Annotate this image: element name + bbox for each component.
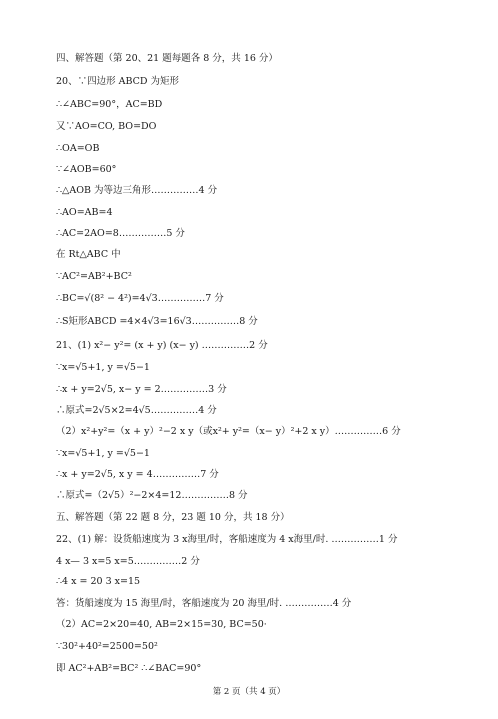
- q20-line-9: 在 Rt△ABC 中: [56, 249, 121, 260]
- q22-line-1: 22、(1) 解：设货船速度为 3 x海里/时，客船速度为 4 x海里/时. ……………1 分: [56, 534, 398, 545]
- q21-line-7: ∴x + y=2√5, x y = 4……………7 分: [56, 469, 219, 480]
- q21-line-1: 21、(1) x²− y²= (x + y) (x− y) ……………2 分: [56, 340, 268, 351]
- q21-line-8: ∴原式=（2√5）²−2×4=12……………8 分: [56, 490, 248, 501]
- q21-line-5: （2）x²+y²=（x + y）²−2 x y（或x²+ y²=（x− y）²+2 x y）……………6 分: [56, 426, 401, 437]
- q20-line-12: ∴S矩形ABCD =4×4√3=16√3……………8 分: [56, 316, 258, 327]
- q20-line-3: 又∵AO=CO, BO=DO: [56, 121, 157, 132]
- section-5-heading: 五、解答题（第 22 题 8 分，23 题 10 分，共 18 分）: [56, 512, 290, 523]
- q20-line-6: ∴△AOB 为等边三角形……………4 分: [56, 185, 218, 196]
- q22-line-6: ∵30²+40²=2500=50²: [56, 641, 158, 652]
- q20-line-10: ∵AC²=AB²+BC²: [56, 271, 132, 282]
- q22-line-2: 4 x— 3 x=5 x=5……………2 分: [56, 556, 200, 567]
- q21-line-6: ∵x=√5+1, y =√5−1: [56, 448, 150, 459]
- q20-line-8: ∴AC=2AO=8……………5 分: [56, 228, 185, 239]
- q20-line-11: ∴BC=√(8² − 4²)=4√3……………7 分: [56, 293, 224, 304]
- q22-line-3: ∴4 x = 20 3 x=15: [56, 576, 141, 587]
- q22-line-4: 答：货船速度为 15 海里/时，客船速度为 20 海里/时. ……………4 分: [56, 598, 352, 609]
- q20-line-1: 20、∵四边形 ABCD 为矩形: [56, 76, 180, 87]
- q21-line-4: ∴原式=2√5×2=4√5……………4 分: [56, 405, 217, 416]
- q20-line-7: ∴AO=AB=4: [56, 207, 113, 218]
- q21-line-3: ∴x + y=2√5, x− y = 2……………3 分: [56, 384, 227, 395]
- q20-line-4: ∴OA=OB: [56, 143, 100, 154]
- q21-line-2: ∵x=√5+1, y =√5−1: [56, 362, 150, 373]
- q20-line-2: ∴∠ABC=90°，AC=BD: [56, 99, 163, 110]
- q22-line-5: （2）AC=2×20=40, AB=2×15=30, BC=50·: [56, 619, 267, 630]
- page-footer: 第 2 页（共 4 页）: [212, 687, 286, 697]
- q22-line-7: 即 AC²+AB²=BC² ∴∠BAC=90°: [56, 663, 202, 674]
- q20-line-5: ∵∠AOB=60°: [56, 164, 117, 175]
- section-4-heading: 四、解答题（第 20、21 题每题各 8 分，共 16 分）: [56, 53, 278, 64]
